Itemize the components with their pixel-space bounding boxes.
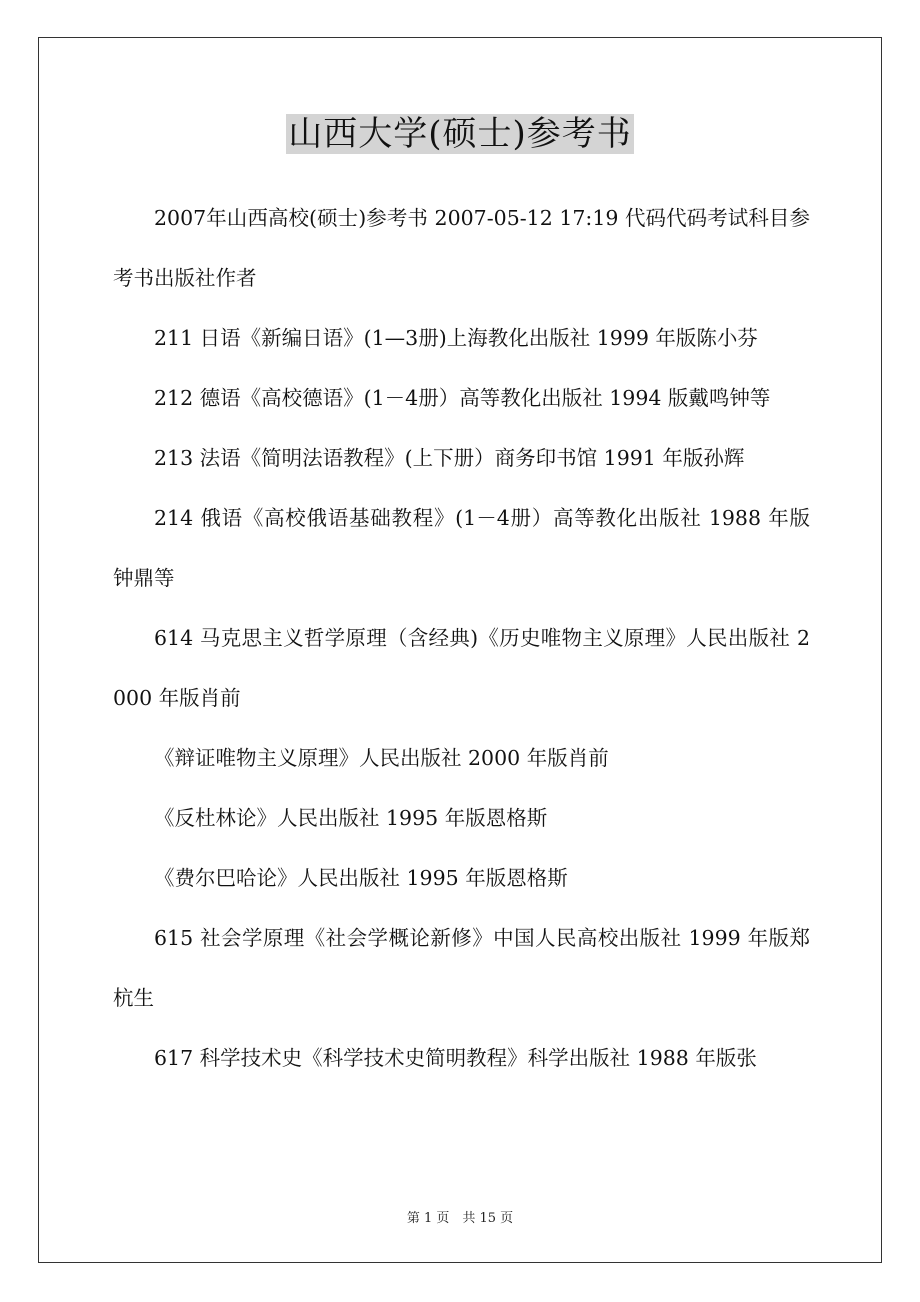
paragraph-feuerbach: 《费尔巴哈论》人民出版社 1995 年版恩格斯 xyxy=(154,866,568,890)
paragraph-anti-duhring: 《反杜林论》人民出版社 1995 年版恩格斯 xyxy=(154,806,548,830)
document-body xyxy=(113,188,810,1088)
paragraph-617-history-of-science: 617 科学技术史《科学技术史简明教程》科学出版社 1988 年版张 xyxy=(154,1046,757,1070)
paragraph-213-french: 213 法语《简明法语教程》(上下册）商务印书馆 1991 年版孙辉 xyxy=(154,446,745,470)
paragraph-intro: 2007年山西高校(硕士)参考书 2007-05-12 17:19 代码代码考试科目参考书出版社作者 xyxy=(113,206,810,290)
page-footer: 第 1 页 共 15 页 xyxy=(406,1211,514,1226)
paragraph-615-sociology: 615 社会学原理《社会学概论新修》中国人民高校出版社 1999 年版郑杭生 xyxy=(113,926,810,1010)
document-title-text: 山西大学(硕士)参考书 xyxy=(288,114,632,154)
paragraph-211-japanese: 211 日语《新编日语》(1—3册)上海教化出版社 1999 年版陈小芬 xyxy=(154,326,758,350)
document-title xyxy=(0,108,920,160)
paragraph-212-german: 212 德语《高校德语》(1－4册）高等教化出版社 1994 版戴鸣钟等 xyxy=(154,386,771,410)
paragraph-614-philosophy: 614 马克思主义哲学原理（含经典)《历史唯物主义原理》人民出版社 2000 年版肖前 xyxy=(113,626,810,710)
paragraph-214-russian: 214 俄语《高校俄语基础教程》(1－4册）高等教化出版社 1988 年版钟鼎等 xyxy=(113,506,810,590)
paragraph-dialectical-materialism: 《辩证唯物主义原理》人民出版社 2000 年版肖前 xyxy=(154,746,609,770)
